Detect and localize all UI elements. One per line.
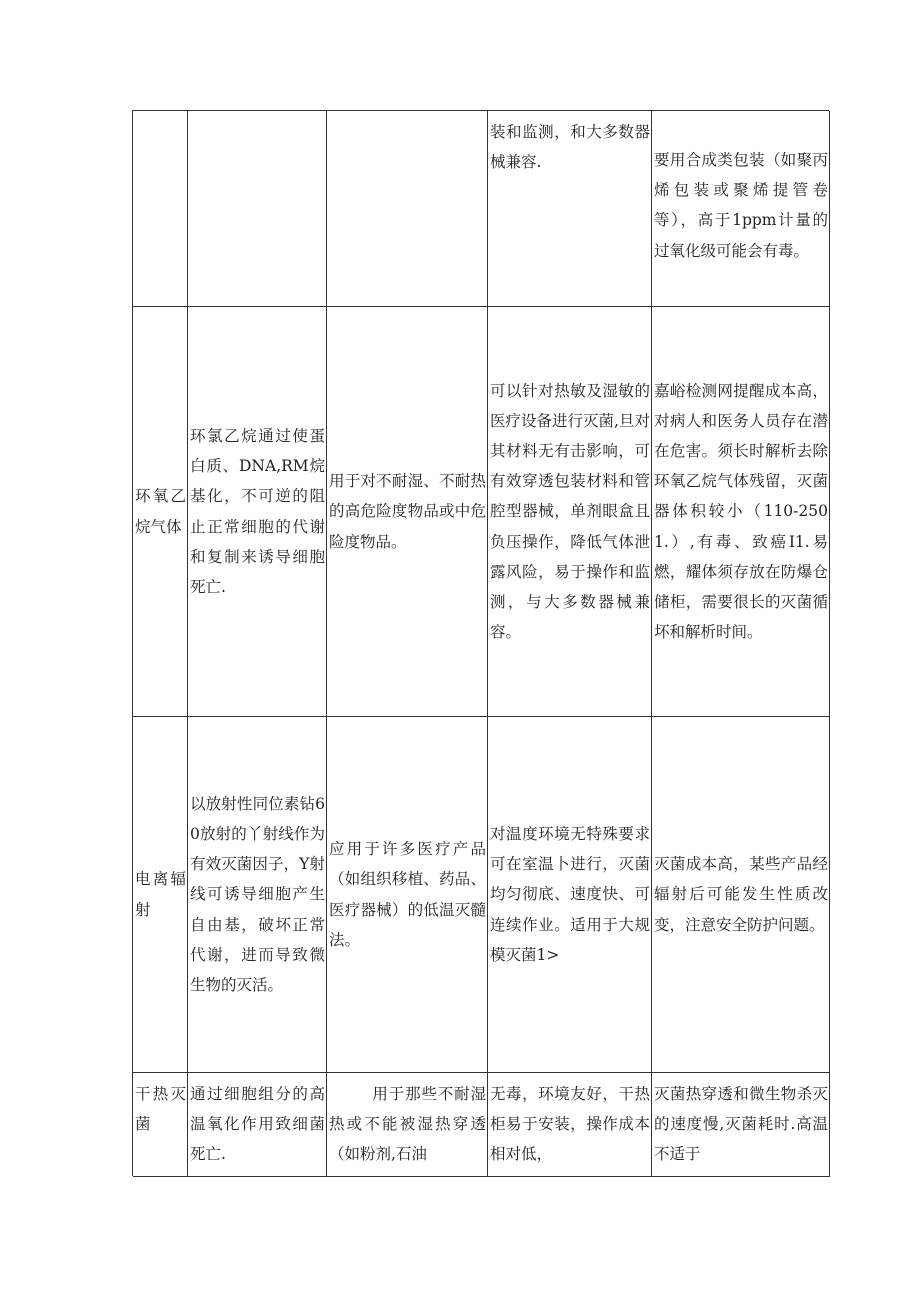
sterilization-table <box>132 110 829 1176</box>
table-cell-method: 干热灭菌 <box>133 1073 188 1177</box>
table-cell-disadvantages: 灭菌热穿透和微生物杀灭的速度慢,灭菌耗时.高温不适于 <box>652 1073 830 1177</box>
table-cell-method: 环氧乙烷气体 <box>133 307 188 717</box>
table-cell-method: 电离辐射 <box>133 717 188 1073</box>
table-cell-principle: 以放射性同位素钻60放射的丫射线作为有效灭菌因子，Y射线可诱导细胞产生自由基，破坏正常代谢，进而导致微生物的灭活。 <box>188 717 327 1073</box>
table-cell-disadvantages: 嘉峪检测网提醒成本高，对病人和医务人员存在潜在危害。须长时解析去除环氧乙烷气体残留，灭菌器体积较小（110-2501.）,有毒、致癌I1.易燃，耀体须存放在防爆仓储柜，需要很长的灭菌循坏和解析时间。 <box>652 307 830 717</box>
table-cell-scope <box>327 111 488 307</box>
table-cell-scope: 用于那些不耐湿热或不能被湿热穿透（如粉剂,石油 <box>327 1073 488 1177</box>
table-cell-disadvantages: 要用合成类包装（如聚丙烯包装或聚烯提管卷等），高于1ppm计量的过氧化级可能会有毒。 <box>652 111 830 307</box>
table-cell-principle <box>188 111 327 307</box>
table-cell-advantages: 无毒，环境友好，干热柜易于安装，操作成本相对低， <box>488 1073 652 1177</box>
table-cell-scope: 应用于许多医疗产品（如组织移植、药品、医疗器械）的低温灭髓法。 <box>327 717 488 1073</box>
table-cell-principle: 环氯乙烷通过使蛋白质、DNA,RM烷基化，不可逆的阻止正常细胞的代谢和复制来诱导细胞死亡. <box>188 307 327 717</box>
table-cell-advantages: 可以针对热敏及湿敏的医疗设备进行灭菌,旦对其材料无有击影响，可有效穿透包装材料和管腔型器械，单剂眼盒且负压操作，降低气体泄露风险，易于操作和监测，与大多数器械兼容。 <box>488 307 652 717</box>
table-cell-advantages: 对温度环境无特殊要求可在室温卜进行，灭菌均匀彻底、速度快、可连续作业。适用于大规模灭菌1> <box>488 717 652 1073</box>
table-cell-principle: 通过细胞组分的高温氧化作用致细菌死亡. <box>188 1073 327 1177</box>
table-cell-scope: 用于对不耐湿、不耐热的高危险度物品或中危险度物品。 <box>327 307 488 717</box>
table-cell-disadvantages: 灭菌成本高，某些产品经辐射后可能发生性质改变，注意安全防护问题。 <box>652 717 830 1073</box>
table-cell-advantages: 装和监测，和大多数器械兼容. <box>488 111 652 307</box>
table-cell-method <box>133 111 188 307</box>
